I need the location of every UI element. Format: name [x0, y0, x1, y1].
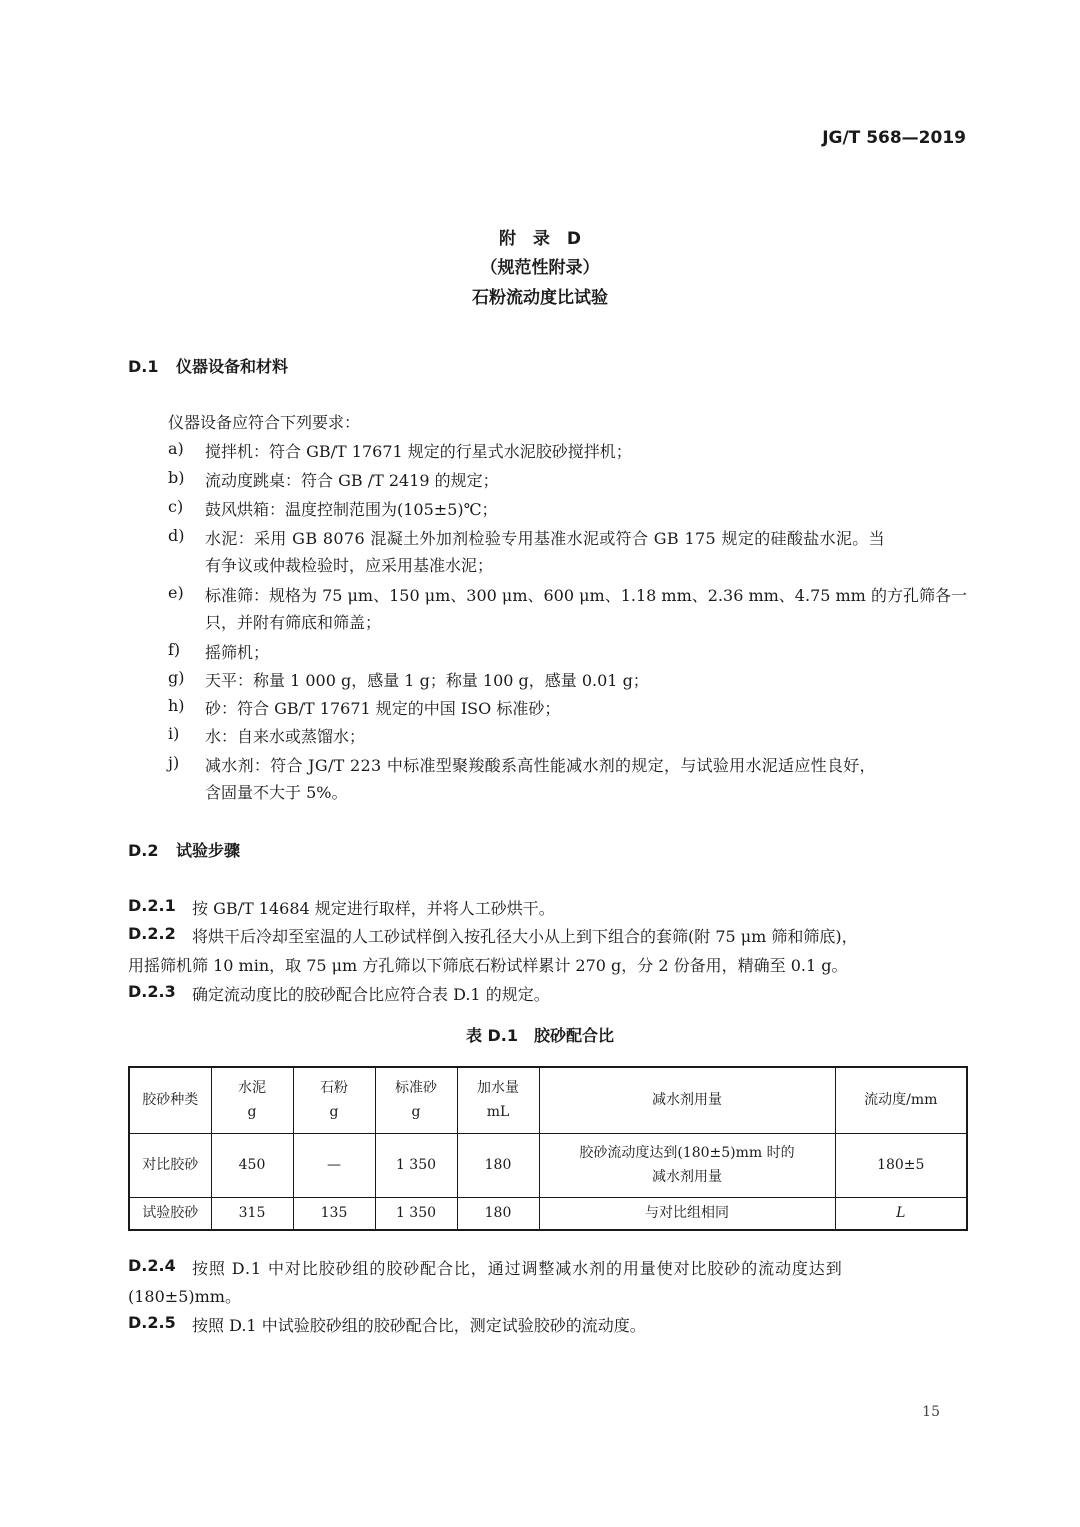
list-item-letter: e) — [168, 583, 184, 602]
table-cell: 180 — [457, 1197, 539, 1230]
list-item-letter: f) — [168, 640, 181, 659]
list-item-text: 含固量不大于 5%。 — [205, 783, 348, 802]
list-item-text: 水泥：采用 GB 8076 混凝土外加剂检验专用基准水泥或符合 GB 175 规定的硅酸盐水泥。当 — [205, 529, 886, 548]
table-header-cell — [375, 1067, 457, 1133]
appendix-nature: （规范性附录） — [480, 258, 600, 278]
table-row — [129, 1133, 967, 1197]
clause-text: 按照 D.1 中对比胶砂组的胶砂配合比，通过调整减水剂的用量使对比胶砂的流动度达到 — [192, 1259, 843, 1278]
clause-text: 按 GB/T 14684 规定进行取样，并将人工砂烘干。 — [192, 899, 555, 918]
clause-text: 确定流动度比的胶砂配合比应符合表 D.1 的规定。 — [192, 985, 550, 1004]
list-item-letter: b) — [168, 468, 185, 487]
list-item-text: 天平：称量 1 000 g，感量 1 g；称量 100 g，感量 0.01 g； — [205, 671, 649, 690]
clause-text: (180±5)mm。 — [128, 1287, 241, 1306]
list-item-text: 流动度跳桌：符合 GB /T 2419 的规定； — [205, 471, 499, 490]
table-caption: 表 D.1 胶砂配合比 — [465, 1026, 615, 1045]
header-label: 加水量 — [477, 1080, 519, 1097]
table-cell: 试验胶砂 — [129, 1197, 211, 1230]
table-header-cell — [539, 1067, 835, 1133]
list-item-text: 摇筛机； — [205, 643, 270, 662]
table-header-cell — [129, 1067, 211, 1133]
table-cell: 180±5 — [835, 1133, 967, 1197]
table-header-cell — [457, 1067, 539, 1133]
table-cell: 135 — [293, 1197, 375, 1230]
table-cell — [539, 1133, 835, 1197]
cell-line: 减水剂用量 — [652, 1169, 722, 1185]
list-item-letter: h) — [168, 696, 185, 715]
header-label: 流动度/mm — [864, 1092, 938, 1109]
list-item-text: 水：自来水或蒸馏水； — [205, 727, 366, 746]
clause-number: D.2.1 — [128, 896, 176, 915]
table-header-row — [129, 1067, 967, 1133]
clause-text: 将烘干后冷却至室温的人工砂试样倒入按孔径大小从上到下组合的套筛(附 75 μm 筛和筛底)， — [192, 927, 858, 946]
clause-number: D.2.4 — [128, 1256, 176, 1275]
cell-line: 胶砂流动度达到(180±5)mm 时的 — [579, 1145, 795, 1161]
header-label: 标准砂 — [395, 1080, 437, 1097]
header-label: 水泥 — [238, 1080, 266, 1097]
table-cell: 1 350 — [375, 1197, 457, 1230]
list-item-letter: c) — [168, 497, 184, 516]
header-label: 胶砂种类 — [142, 1092, 199, 1109]
section-title: 试验步骤 — [176, 841, 241, 860]
section-heading-d1 — [128, 354, 288, 377]
list-item-text: 标准筛：规格为 75 μm、150 μm、300 μm、600 μm、1.18 mm、2.36 mm、4.75 mm 的方孔筛各一 — [205, 586, 967, 605]
table-header-cell — [835, 1067, 967, 1133]
list-item-text: 砂：符合 GB/T 17671 规定的中国 ISO 标准砂； — [205, 699, 561, 718]
list-item-text: 鼓风烘箱：温度控制范围为(105±5)℃； — [205, 500, 498, 519]
mortar-mix-table — [128, 1066, 968, 1231]
list-item-letter: i) — [168, 724, 180, 743]
section-heading-d2 — [128, 838, 240, 861]
section-number: D.1 — [128, 357, 159, 376]
appendix-title: 附 录 D — [498, 229, 582, 249]
header-label: 石粉 — [320, 1080, 348, 1097]
header-unit: g — [411, 1104, 421, 1121]
clause-number: D.2.2 — [128, 924, 176, 943]
table-cell: 对比胶砂 — [129, 1133, 211, 1197]
table-cell: 1 350 — [375, 1133, 457, 1197]
table-cell: — — [293, 1133, 375, 1197]
section-title: 仪器设备和材料 — [176, 357, 289, 376]
clause-number: D.2.3 — [128, 982, 176, 1001]
list-item-letter: j) — [168, 753, 180, 772]
section-number: D.2 — [128, 841, 159, 860]
header-unit: mL — [486, 1104, 510, 1121]
list-item-letter: d) — [168, 526, 185, 545]
clause-text: 用摇筛机筛 10 min，取 75 μm 方孔筛以下筛底石粉试样累计 270 g，分 2 份备用，精确至 0.1 g。 — [128, 956, 848, 975]
clause-number: D.2.5 — [128, 1313, 176, 1332]
d1-intro: 仪器设备应符合下列要求： — [168, 413, 361, 432]
table-cell: 450 — [211, 1133, 293, 1197]
list-item-text: 只，并附有筛底和筛盖； — [205, 613, 382, 632]
list-item-text: 搅拌机：符合 GB/T 17671 规定的行星式水泥胶砂搅拌机； — [205, 442, 632, 461]
header-unit: g — [247, 1104, 257, 1121]
page-number: 15 — [922, 1404, 940, 1420]
clause-text: 按照 D.1 中试验胶砂组的胶砂配合比，测定试验胶砂的流动度。 — [192, 1316, 646, 1335]
table-header-cell — [211, 1067, 293, 1133]
table-cell: 180 — [457, 1133, 539, 1197]
list-item-text: 减水剂：符合 JG/T 223 中标准型聚羧酸系高性能减水剂的规定，与试验用水泥适应性良好， — [205, 756, 876, 775]
list-item-letter: a) — [168, 439, 184, 458]
list-item-letter: g) — [168, 668, 185, 687]
table-header-cell — [293, 1067, 375, 1133]
table-row — [129, 1197, 967, 1230]
list-item-text: 有争议或仲裁检验时，应采用基准水泥； — [205, 556, 494, 575]
header-unit: g — [329, 1104, 339, 1121]
header-label: 减水剂用量 — [652, 1092, 722, 1109]
table-cell: 315 — [211, 1197, 293, 1230]
table-cell: L — [835, 1197, 967, 1230]
appendix-name: 石粉流动度比试验 — [472, 288, 608, 308]
standard-number: JG/T 568—2019 — [822, 128, 966, 148]
table-cell: 与对比组相同 — [539, 1197, 835, 1230]
